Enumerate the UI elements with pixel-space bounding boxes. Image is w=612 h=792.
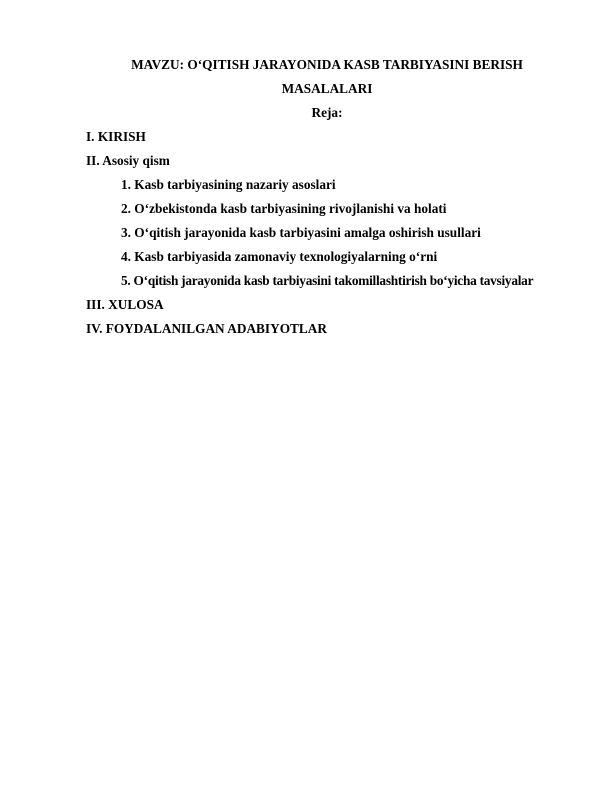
document-title-line-2: MASALALARI <box>281 81 373 96</box>
outline-subitem-3: 3. O‘qitish jarayonida kasb tarbiyasini amalga oshirish usullari <box>121 225 481 240</box>
outline-subitem-4: 4. Kasb tarbiyasida zamonaviy texnologiyalarning o‘rni <box>121 249 438 264</box>
outline-section-intro: I. KIRISH <box>86 129 146 144</box>
outline-subitem-1: 1. Kasb tarbiyasining nazariy asoslari <box>121 177 336 192</box>
outline-subitem-2: 2. O‘zbekistonda kasb tarbiyasining rivojlanishi va holati <box>121 201 447 216</box>
outline-subitem-5: 5. O‘qitish jarayonida kasb tarbiyasini takomillashtirish bo‘yicha tavsiyalar <box>121 273 534 288</box>
outline-section-references: IV. FOYDALANILGAN ADABIYOTLAR <box>86 321 327 336</box>
plan-heading: Reja: <box>311 105 343 120</box>
outline-section-main: II. Asosiy qism <box>86 153 170 168</box>
document-title-line-1: MAVZU: O‘QITISH JARAYONIDA KASB TARBIYASINI BERISH <box>131 57 523 72</box>
outline-section-conclusion: III. XULOSA <box>86 297 164 312</box>
